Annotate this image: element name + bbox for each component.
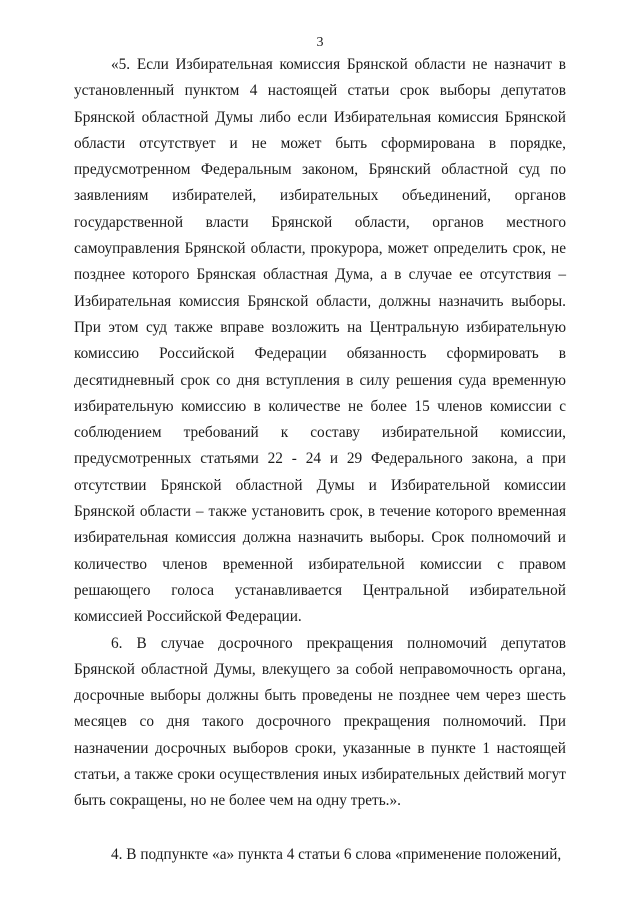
paragraph-item-6: 6. В случае досрочного прекращения полномочий депутатов Брянской областной Думы, влекущего за собой неправомочность органа, досрочные выборы должны быть проведены не позднее чем через шесть месяцев со дня такого досрочного прекращения полномочий. При назначении досрочных выборов сроки, указанные в пункте 1 настоящей статьи, а также сроки осуществления иных избирательных действий могут быть сокращены, но не более чем на одну треть.». [74, 634, 566, 810]
paragraph-item-5: «5. Если Избирательная комиссия Брянской области не назначит в установленный пунктом 4 настоящей статьи срок выборы депутатов Брянской областной Думы либо если Избирательная комиссия Брянской области отсутствует и не может быть сформирована в порядке, предусмотренном Федеральным законом, Брянский областной суд по заявлениям избирателей, избирательных объединений, органов государственной власти Брянской области, органов местного самоуправления Брянской области, прокурора, может определить срок, не позднее которого Брянская областная Дума, а в случае ее отсутствия – Избирательная комиссия Брянской области, должны назначить выборы. При этом суд также вправе возложить на Центральную избирательную комиссию Российской Федерации обязанность сформировать в десятидневный срок со дня вступления в силу решения суда временную избирательную комиссию в количестве не более 15 членов комиссии с соблюдением требований к составу избирательной комиссии, предусмотренных статьями 22 - 24 и 29 Федерального закона, а при отсутствии Брянской областной Думы и Избирательной комиссии Брянской области – также установить срок, в течение которого временная избирательная комиссия должна назначить выборы. Срок полномочий и количество членов временной избирательной комиссии с правом решающего голоса устанавливается Центральной избирательной комиссией Российской Федерации. [74, 56, 566, 626]
paragraph-amendment-4: 4. В подпункте «а» пункта 4 статьи 6 слова «применение положений, [111, 845, 562, 863]
document-body [74, 52, 566, 868]
page-number: 3 [316, 35, 324, 50]
